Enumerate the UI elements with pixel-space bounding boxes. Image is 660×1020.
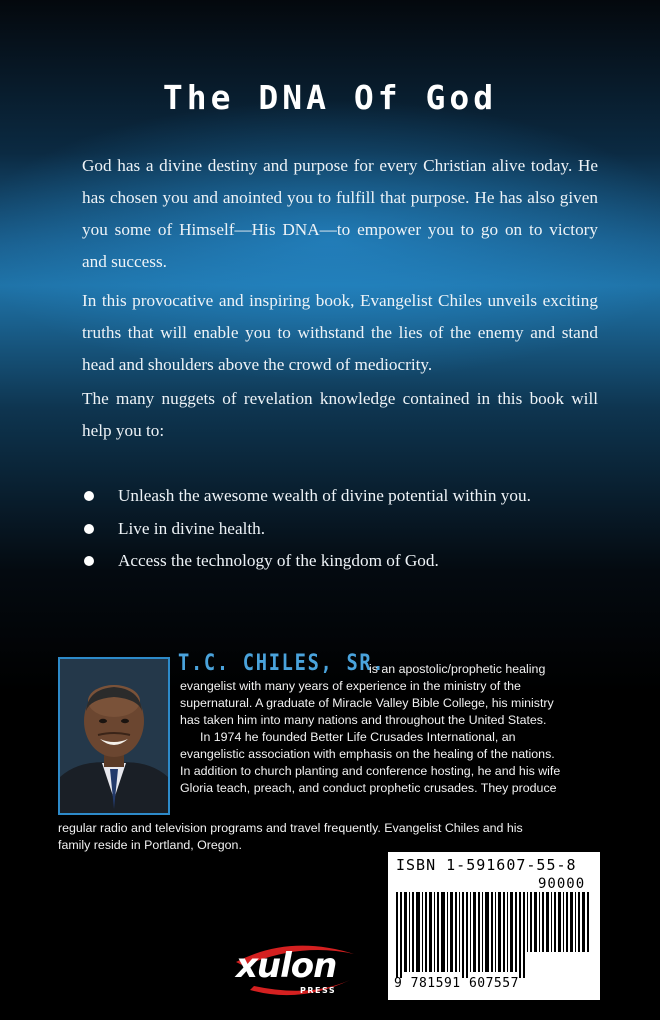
bullet-icon [84,556,94,566]
publisher-name: xulon [236,946,337,986]
author-bio-line: In 1974 he founded Better Life Crusades International, an [200,730,516,744]
list-item: Access the technology of the kingdom of God. [84,545,604,578]
ean-number: 9 781591 607557 [394,976,519,991]
author-bio-line: evangelistic association with emphasis on the healing of the nations. [180,747,555,761]
price-code: 90000 [538,876,586,892]
book-title: The DNA Of God [162,78,498,117]
benefits-list [84,480,604,578]
description-paragraph-2: In this provocative and inspiring book, Evangelist Chiles unveils exciting truths that will enable you to withstand the lies of the enemy and stand head and shoulders above the crowd of mediocrity. [82,291,598,374]
author-bio-line: has taken him into many nations and throughout the United States. [180,713,547,727]
description-paragraph-3: The many nuggets of revelation knowledge contained in this book will help you to: [82,389,598,440]
barcode [388,852,600,1000]
publisher-sub: PRESS [300,986,337,995]
author-bio-line: evangelist with many years of experience in the ministry of the [180,679,521,693]
description-paragraph-1: God has a divine destiny and purpose for every Christian alive today. He has chosen you and anointed you to fulfill that purpose. He has also given you some of Himself—His DNA—to empower you to go on to victory and success. [82,156,598,271]
author-bio-line: family reside in Portland, Oregon. [58,838,242,852]
author-bio-line: Gloria teach, preach, and conduct prophetic crusades. They produce [180,781,557,795]
list-item: Live in divine health. [84,513,604,546]
author-bio-line: In addition to church planting and conference hosting, he and his wife [180,764,561,778]
author-bio-line: regular radio and television programs and travel frequently. Evangelist Chiles and his [58,821,523,835]
author-photo [58,657,170,815]
list-item: Unleash the awesome wealth of divine potential within you. [84,480,604,513]
bullet-icon [84,524,94,534]
isbn-number: ISBN 1-591607-55-8 [396,856,577,874]
author-bio-line: is an apostolic/prophetic healing [369,662,546,676]
bullet-icon [84,491,94,501]
author-bio-line: supernatural. A graduate of Miracle Valley Bible College, his ministry [180,696,554,710]
barcode-bars [394,892,594,978]
author-name: T.C. CHILES, SR. [178,651,386,676]
